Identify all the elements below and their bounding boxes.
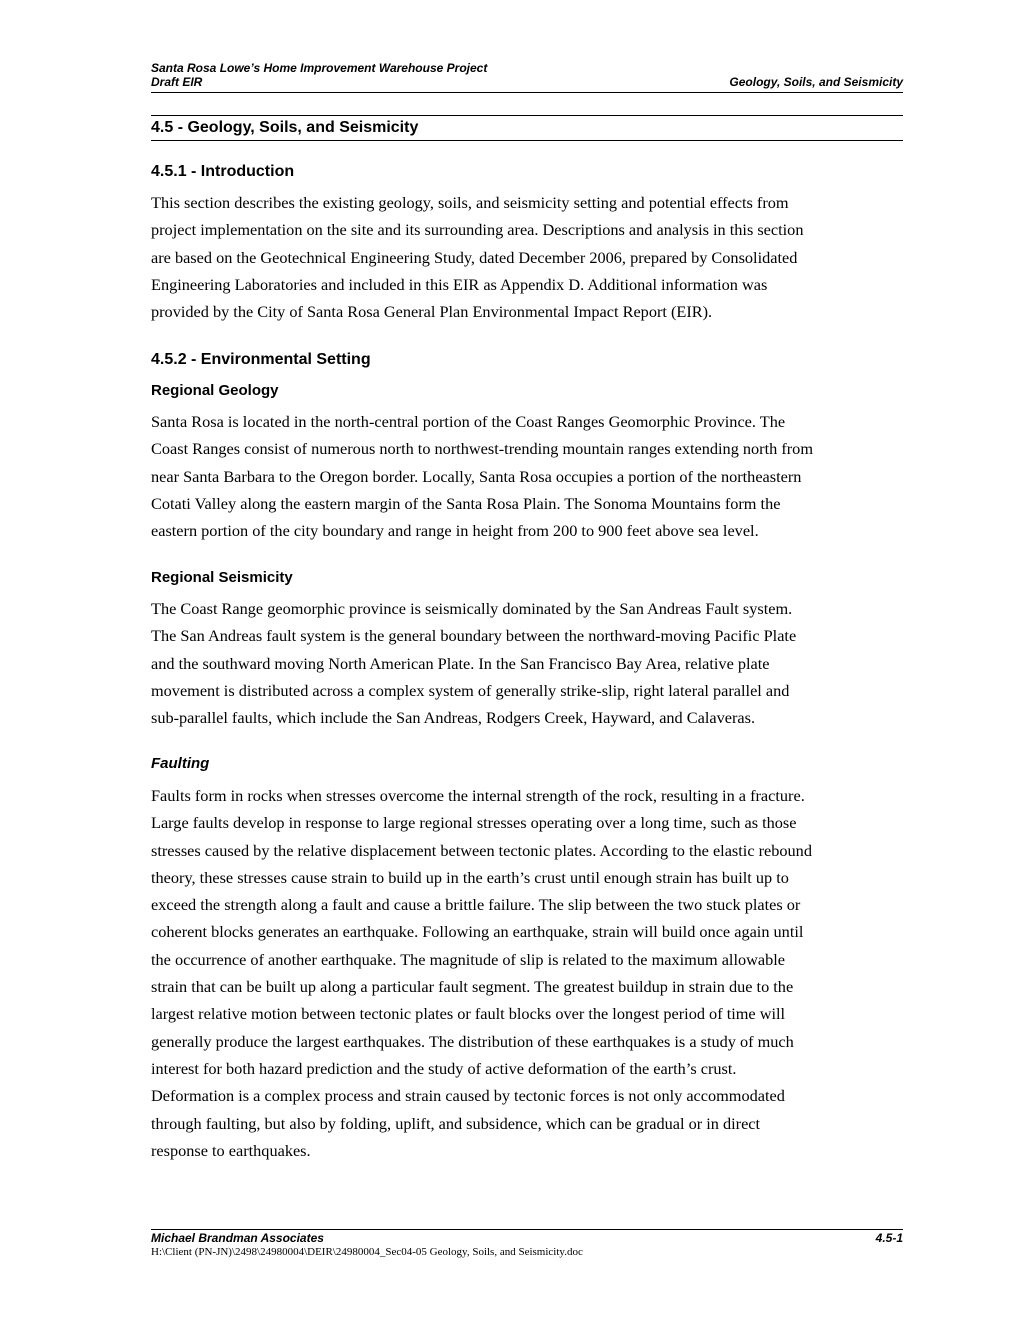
regional-seismicity-paragraph: The Coast Range geomorphic province is seismically dominated by the San Andreas Fault system. The San Andreas fault system is the general boundary between the northward-moving Pacific Plate and the southward moving North American Plate. In the San Francisco Bay Area, relative plate movement is distributed across a complex system of generally strike-slip, right lateral parallel and sub-parallel faults, which include the San Andreas, Rodgers Creek, Hayward, and Calaveras. bbox=[151, 599, 797, 728]
header-rule bbox=[151, 92, 903, 93]
section-title-bottom-rule bbox=[151, 140, 903, 141]
footer-page-number: 4.5-1 bbox=[875, 1231, 903, 1245]
document-page bbox=[151, 0, 903, 1320]
footer-file-path: H:\Client (PN-JN)\2498\24980004\DEIR\24980004_Sec04-05 Geology, Soils, and Seismicity.doc bbox=[151, 1246, 583, 1258]
header-doc-type: Draft EIR bbox=[151, 75, 203, 89]
introduction-heading: 4.5.1 - Introduction bbox=[151, 163, 295, 180]
faulting-paragraph: Faults form in rocks when stresses overcome the internal strength of the rock, resulting in a fracture. Large faults develop in response to large regional stresses operating over a long time, such as those stresses caused by the relative displacement between tectonic plates. According to the elastic rebound theory, these stresses cause strain to build up in the earth’s crust until enough strain has built up to exceed the strength along a fault and cause a brittle failure. The slip between the two stuck plates or coherent blocks generates an earthquake. Following an earthquake, strain will build once again until the occurrence of another earthquake. The magnitude of slip is related to the maximum allowable strain that can be built up along a particular fault segment. The greatest buildup in strain due to the largest relative motion between tectonic plates or fault blocks over the longest period of time will generally produce the largest earthquakes. The distribution of these earthquakes is a study of much interest for both hazard prediction and the study of active deformation of the earth’s crust. Deformation is a complex process and strain caused by tectonic forces is not only accommodated through faulting, but also by folding, uplift, and subsidence, which can be gradual or in direct response to earthquakes. bbox=[151, 786, 812, 1160]
regional-seismicity-heading: Regional Seismicity bbox=[151, 569, 293, 586]
faulting-heading: Faulting bbox=[151, 755, 210, 772]
footer-company: Michael Brandman Associates bbox=[151, 1231, 324, 1245]
running-footer bbox=[151, 1232, 903, 1259]
footer-rule bbox=[151, 1229, 903, 1230]
section-title-top-rule bbox=[151, 115, 903, 116]
introduction-paragraph: This section describes the existing geology, soils, and seismicity setting and potential effects from project implementation on the site and its surrounding area. Descriptions and analysis in this section are based on the Geotechnical Engineering Study, dated December 2006, prepared by Consolidated Engineering Laboratories and included in this EIR as Appendix D. Additional information was provided by the City of Santa Rosa General Plan Environmental Impact Report (EIR). bbox=[151, 193, 804, 322]
header-section-label: Geology, Soils, and Seismicity bbox=[729, 75, 903, 89]
regional-geology-heading: Regional Geology bbox=[151, 382, 279, 399]
regional-geology-paragraph: Santa Rosa is located in the north-central portion of the Coast Ranges Geomorphic Province. The Coast Ranges consist of numerous north to northwest-trending mountain ranges extending north from near Santa Barbara to the Oregon border. Locally, Santa Rosa occupies a portion of the northeastern Cotati Valley along the eastern margin of the Santa Rosa Plain. The Sonoma Mountains form the eastern portion of the city boundary and range in height from 200 to 900 feet above sea level. bbox=[151, 412, 813, 541]
section-title: 4.5 - Geology, Soils, and Seismicity bbox=[151, 119, 419, 136]
header-project-title: Santa Rosa Lowe’s Home Improvement Warehouse Project bbox=[151, 61, 488, 75]
running-header bbox=[151, 61, 903, 89]
environmental-setting-heading: 4.5.2 - Environmental Setting bbox=[151, 351, 371, 368]
